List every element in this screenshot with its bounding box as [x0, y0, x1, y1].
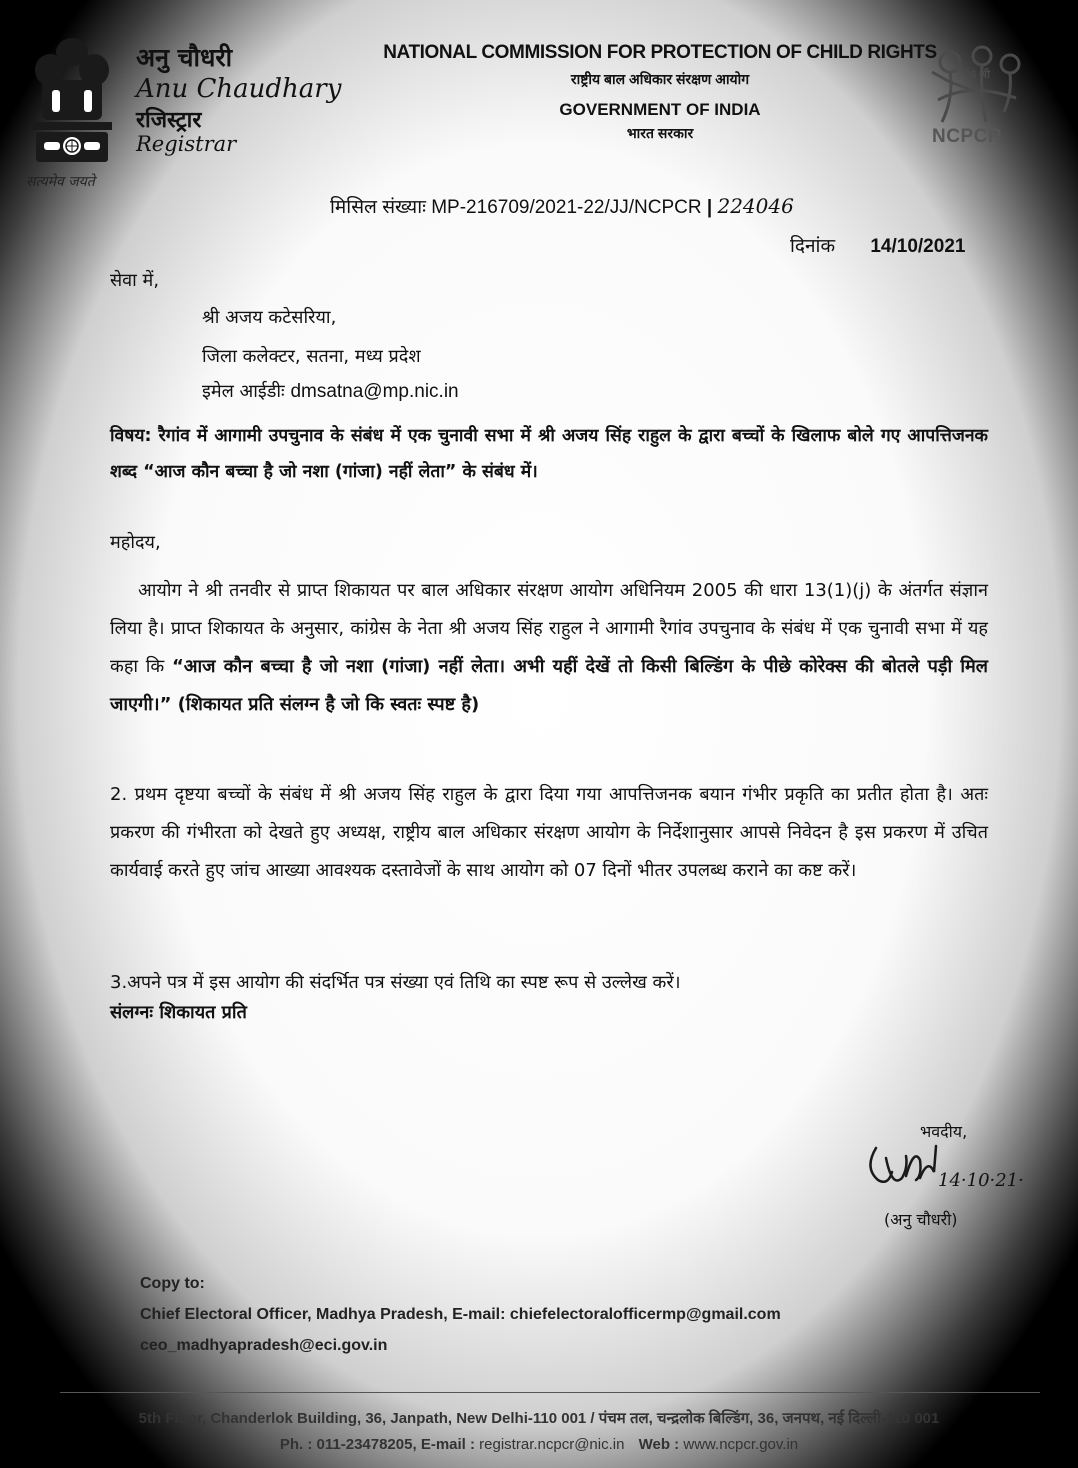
registrar-name-hindi: अनु चौधरी [136, 43, 233, 72]
signature-icon [862, 1128, 1042, 1208]
salute-to: सेवा में, [110, 270, 160, 291]
addressee-designation: जिला कलेक्टर, सतना, मध्य प्रदेश [202, 346, 421, 367]
footer-web: www.ncpcr.gov.in [683, 1436, 799, 1453]
national-emblem-icon [22, 30, 122, 180]
registrar-title-hindi: रजिस्ट्रार [136, 108, 202, 133]
signer-name: (अनु चौधरी) [884, 1210, 958, 1229]
ncpcr-logo-text: NCPCR [932, 126, 1003, 147]
copy-to-email: ceo_madhyapradesh@eci.gov.in [140, 1337, 388, 1354]
registrar-name-english: Anu Chaudhary [136, 74, 342, 104]
subject-line: विषय: रैगांव में आगामी उपचुनाव के संबंध में एक चुनावी सभा में श्री अजय सिंह राहुल के द्वारा बच्चों के खिलाफ बोले गए आपत्तिजनक शब्द “आज कौन बच्चा है जो नशा (गांजा) नहीं लेता” के संबंध में। [110, 426, 988, 482]
footer-email-label: E-mail : [420, 1436, 475, 1453]
addressee-email-label: इमेल आईडीः [202, 381, 285, 402]
enclosure-note: संलग्नः शिकायत प्रति [110, 1002, 247, 1023]
handwritten-dispatch-number: 224046 [717, 194, 794, 218]
closing-yours: भवदीय, [920, 1122, 968, 1141]
registrar-title-english: Registrar [136, 132, 237, 156]
organization-name: NATIONAL COMMISSION FOR PROTECTION OF CHILD RIGHTS [383, 42, 937, 63]
file-number-value: MP-216709/2021-22/JJ/NCPCR [431, 197, 702, 218]
footer-phone-label: Ph. : [279, 1436, 313, 1453]
emblem-motto: सत्यमेव जयते [26, 174, 95, 190]
file-number-label: मिसिल संख्याः [330, 197, 426, 218]
addressee-email-value: dmsatna@mp.nic.in [290, 381, 459, 402]
paragraph-1-quote: “आज कौन बच्चा है जो नशा (गांजा) नहीं लेता। अभी यहीं देखें तो किसी बिल्डिंग के पीछे कोरेक्स की बोतले पड़ी मिल जाएगी।” (शिकायत प्रति संलग्न है जो कि स्वतः स्पष्ट है) [110, 656, 988, 715]
date-label: दिनांक [790, 236, 836, 257]
government-name-hindi: भारत सरकार [626, 125, 694, 141]
footer-phone: 011-23478205, [316, 1436, 417, 1453]
paragraph-3: 3.अपने पत्र में इस आयोग की संदर्भित पत्र संख्या एवं तिथि का स्पष्ट रूप से उल्लेख करें। [110, 972, 681, 993]
signature-date: 14·10·21· [938, 1170, 1024, 1191]
date-value: 14/10/2021 [870, 236, 966, 257]
government-name: GOVERNMENT OF INDIA [559, 100, 761, 119]
footer-address: 5th Floor, Chanderlok Building, 36, Janpath, New Delhi-110 001 / पंचम तल, चन्द्रलोक बिल्डिंग, 36, जनपथ, नई दिल्ली-110 001 [138, 1410, 940, 1427]
copy-to-heading: Copy to: [140, 1275, 205, 1292]
addressee-email [202, 379, 459, 403]
footer-contacts [0, 1436, 1078, 1453]
letter-date [790, 232, 965, 258]
paragraph-2: 2. प्रथम दृष्टया बच्चों के संबंध में श्री अजय सिंह राहुल के द्वारा दिया गया आपत्तिजनक बयान गंभीर प्रकृति का प्रतीत होता है। अतः प्रकरण की गंभीरता को देखते हुए अध्यक्ष, राष्ट्रीय बाल अधिकार संरक्षण आयोग के निर्देशानुसार आपसे निवेदन है इस प्रकरण में उचित कार्यवाई करते हुए जांच आख्या आवश्यक दस्तावेजों के साथ आयोग को 07 दिनों भीतर उपलब्ध कराने का कष्ट करें। [110, 784, 988, 881]
copy-to-recipient: Chief Electoral Officer, Madhya Pradesh, E-mail: chiefelectoralofficermp@gmail.com [140, 1306, 781, 1323]
paragraph-1 [110, 572, 988, 724]
salutation: महोदय, [110, 532, 161, 553]
footer-web-label: Web : [638, 1436, 680, 1453]
ncpcr-logo-mark: 36 श्री [964, 69, 990, 81]
footer-email: registrar.ncpcr@nic.in [479, 1436, 625, 1453]
organization-name-hindi: राष्ट्रीय बाल अधिकार संरक्षण आयोग [570, 71, 750, 87]
file-number: मिसिल संख्याः MP-216709/2021-22/JJ/NCPCR | 224046 [330, 194, 794, 218]
addressee-name: श्री अजय कटेसरिया, [202, 307, 337, 328]
footer-divider [60, 1392, 1040, 1393]
paragraph-1-text: आयोग ने श्री तनवीर से प्राप्त शिकायत पर बाल अधिकार संरक्षण आयोग अधिनियम 2005 की धारा 13(1)(j) के अंतर्गत संज्ञान लिया है। प्राप्त शिकायत के अनुसार, कांग्रेस के नेता श्री अजय सिंह राहुल ने आगामी रैगांव उपचुनाव के संबंध में एक चुनावी सभा में यह कहा कि [110, 580, 988, 677]
